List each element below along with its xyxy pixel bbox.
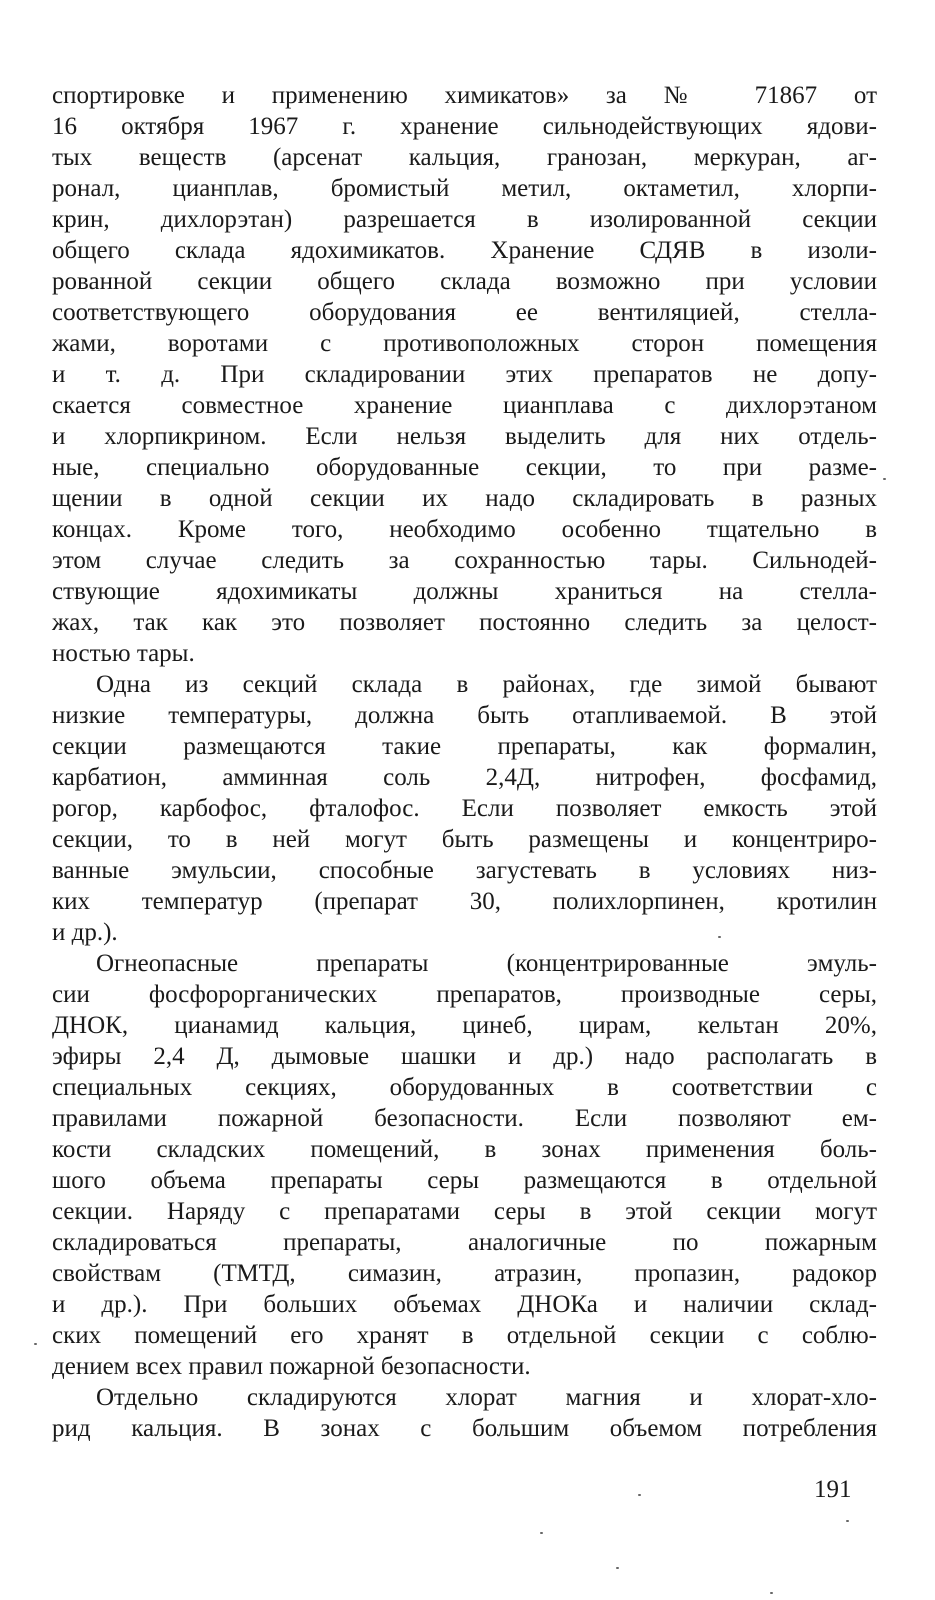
text-line: рид кальция. В зонах с большим объемом потребления — [52, 1415, 877, 1442]
text-line: специальных секциях, оборудованных в соответствии с — [52, 1074, 877, 1101]
text-line: жах, так как это позволяет постоянно следить за целост- — [52, 609, 877, 636]
text-block — [52, 80, 877, 1444]
text-line: спортировке и применению химикатов» за № 71867 от — [52, 82, 877, 109]
text-line: этом случае следить за сохранностью тары. Сильнодей- — [52, 547, 877, 574]
text-line: ванные эмульсии, способные загустевать в условиях низ- — [52, 857, 877, 884]
text-line: складироваться препараты, аналогичные по пожарным — [52, 1229, 877, 1256]
scan-speck — [616, 1567, 619, 1569]
text-line: тых веществ (арсенат кальция, гранозан, меркуран, аг- — [52, 144, 877, 171]
text-line: ДНОК, цианамид кальция, цинеб, цирам, кельтан 20%, — [52, 1012, 877, 1039]
text-line: карбатион, амминная соль 2,4Д, нитрофен, фосфамид, — [52, 764, 877, 791]
scan-speck — [770, 1592, 773, 1594]
text-line: и др.). — [52, 919, 118, 946]
text-line: 16 октября 1967 г. хранение сильнодействующих ядови- — [52, 113, 877, 140]
text-line: Огнеопасные препараты (концентрированные эмуль- — [96, 950, 877, 977]
scan-speck — [540, 1532, 543, 1534]
text-line: соответствующего оборудования ее вентиляцией, стелла- — [52, 299, 877, 326]
text-line: свойствам (ТМТД, симазин, атразин, пропазин, радокор — [52, 1260, 877, 1287]
text-line: секции размещаются такие препараты, как формалин, — [52, 733, 877, 760]
text-line: Одна из секций склада в районах, где зимой бывают — [96, 671, 877, 698]
text-line: и др.). При больших объемах ДНОКа и наличии склад- — [52, 1291, 877, 1318]
text-line: секции, то в ней могут быть размещены и концентриро- — [52, 826, 877, 853]
text-line: ских помещений его хранят в отдельной секции с соблю- — [52, 1322, 877, 1349]
scan-speck — [34, 1343, 37, 1345]
paragraph — [52, 948, 877, 1382]
text-line: скается совместное хранение цианплава с дихлорэтаном — [52, 392, 877, 419]
paragraph — [52, 1382, 877, 1444]
text-line: низкие температуры, должна быть отапливаемой. В этой — [52, 702, 877, 729]
page-body — [52, 80, 877, 1444]
text-line: и хлорпикрином. Если нельзя выделить для них отдель- — [52, 423, 877, 450]
text-line: и т. д. При складировании этих препаратов не допу- — [52, 361, 877, 388]
text-line: сии фосфорорганических препаратов, производные серы, — [52, 981, 877, 1008]
text-line: рованной секции общего склада возможно при условии — [52, 268, 877, 295]
scan-speck — [846, 1520, 849, 1522]
text-line: правилами пожарной безопасности. Если позволяют ем- — [52, 1105, 877, 1132]
text-line: ких температур (препарат 30, полихлорпинен, кротилин — [52, 888, 877, 915]
text-line: шого объема препараты серы размещаются в отдельной — [52, 1167, 877, 1194]
text-line: концах. Кроме того, необходимо особенно тщательно в — [52, 516, 877, 543]
text-line: дением всех правил пожарной безопасности. — [52, 1353, 531, 1380]
scan-speck — [718, 936, 721, 938]
scan-speck — [638, 1494, 641, 1496]
text-line: общего склада ядохимикатов. Хранение СДЯВ в изоли- — [52, 237, 877, 264]
text-line: щении в одной секции их надо складировать в разных — [52, 485, 877, 512]
text-line: ствующие ядохимикаты должны храниться на стелла- — [52, 578, 877, 605]
text-line: эфиры 2,4 Д, дымовые шашки и др.) надо располагать в — [52, 1043, 877, 1070]
text-line: секции. Наряду с препаратами серы в этой секции могут — [52, 1198, 877, 1225]
text-line: ностью тары. — [52, 640, 195, 667]
text-line: ные, специально оборудованные секции, то при разме- — [52, 454, 877, 481]
paragraph — [52, 80, 877, 669]
text-line: крин, дихлорэтан) разрешается в изолированной секции — [52, 206, 877, 233]
text-line: рогор, карбофос, фталофос. Если позволяет емкость этой — [52, 795, 877, 822]
page-number: 191 — [814, 1476, 852, 1503]
text-line: жами, воротами с противоположных сторон помещения — [52, 330, 877, 357]
paragraph — [52, 669, 877, 948]
text-line: кости складских помещений, в зонах применения боль- — [52, 1136, 877, 1163]
text-line: ронал, цианплав, бромистый метил, октаметил, хлорпи- — [52, 175, 877, 202]
text-line: Отдельно складируются хлорат магния и хлорат-хло- — [96, 1384, 877, 1411]
scan-speck — [883, 478, 886, 480]
